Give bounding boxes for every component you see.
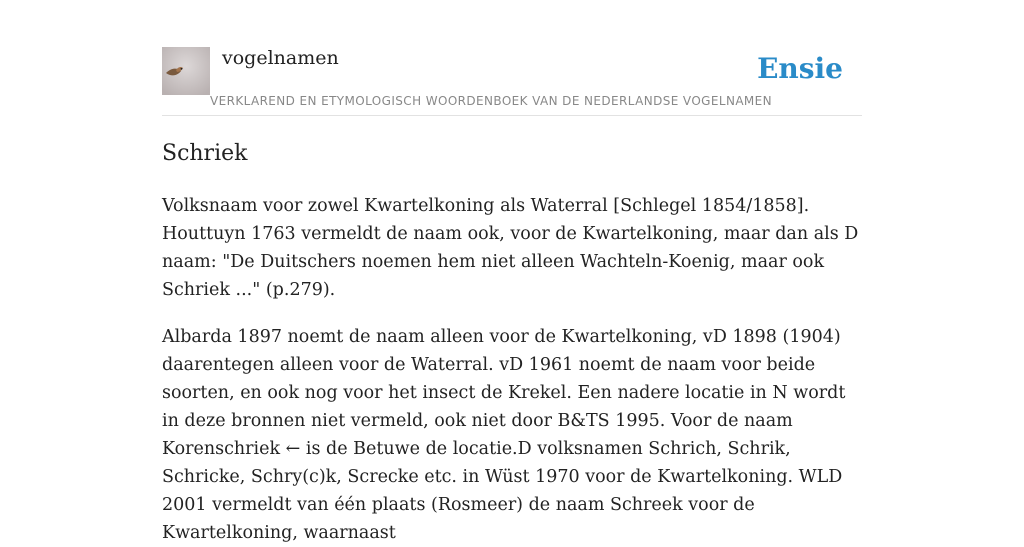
article-title: Schriek xyxy=(162,141,248,166)
site-subtitle: VERKLAREND EN ETYMOLOGISCH WOORDENBOEK VAN DE NEDERLANDSE VOGELNAMEN xyxy=(210,94,773,108)
avatar-image xyxy=(162,47,210,95)
site-name[interactable]: vogelnamen xyxy=(222,47,339,69)
bird-photo-icon[interactable] xyxy=(162,47,210,95)
site-header xyxy=(162,46,862,116)
article xyxy=(162,138,862,547)
brand-logo[interactable]: Ensie xyxy=(757,52,843,85)
article-paragraph-2: Albarda 1897 noemt de naam alleen voor de Kwartelkoning, vD 1898 (1904) daarentegen alleen voor de Waterral. vD 1961 noemt de naam voor beide soorten, en ook nog voor het insect de Krekel. Een nadere locatie in N wordt in deze bronnen niet vermeld, ook niet door B&TS 1995. Voor de naam Korenschriek ← is de Betuwe de locatie.D volksnamen Schrich, Schrik, Schricke, Schry(c)k, Screcke etc. in Wüst 1970 voor de Kwartelkoning. WLD 2001 vermeldt van één plaats (Rosmeer) de naam Schreek voor de Kwartelkoning, waarnaast xyxy=(162,327,846,543)
header-divider xyxy=(162,115,862,116)
article-paragraph-1: Volksnaam voor zowel Kwartelkoning als Waterral [Schlegel 1854/1858]. Houttuyn 1763 vermeldt de naam ook, voor de Kwartelkoning, maar dan als D naam: "De Duitschers noemen hem niet alleen Wachteln-Koenig, maar ook Schriek ..." (p.279). xyxy=(162,196,859,300)
